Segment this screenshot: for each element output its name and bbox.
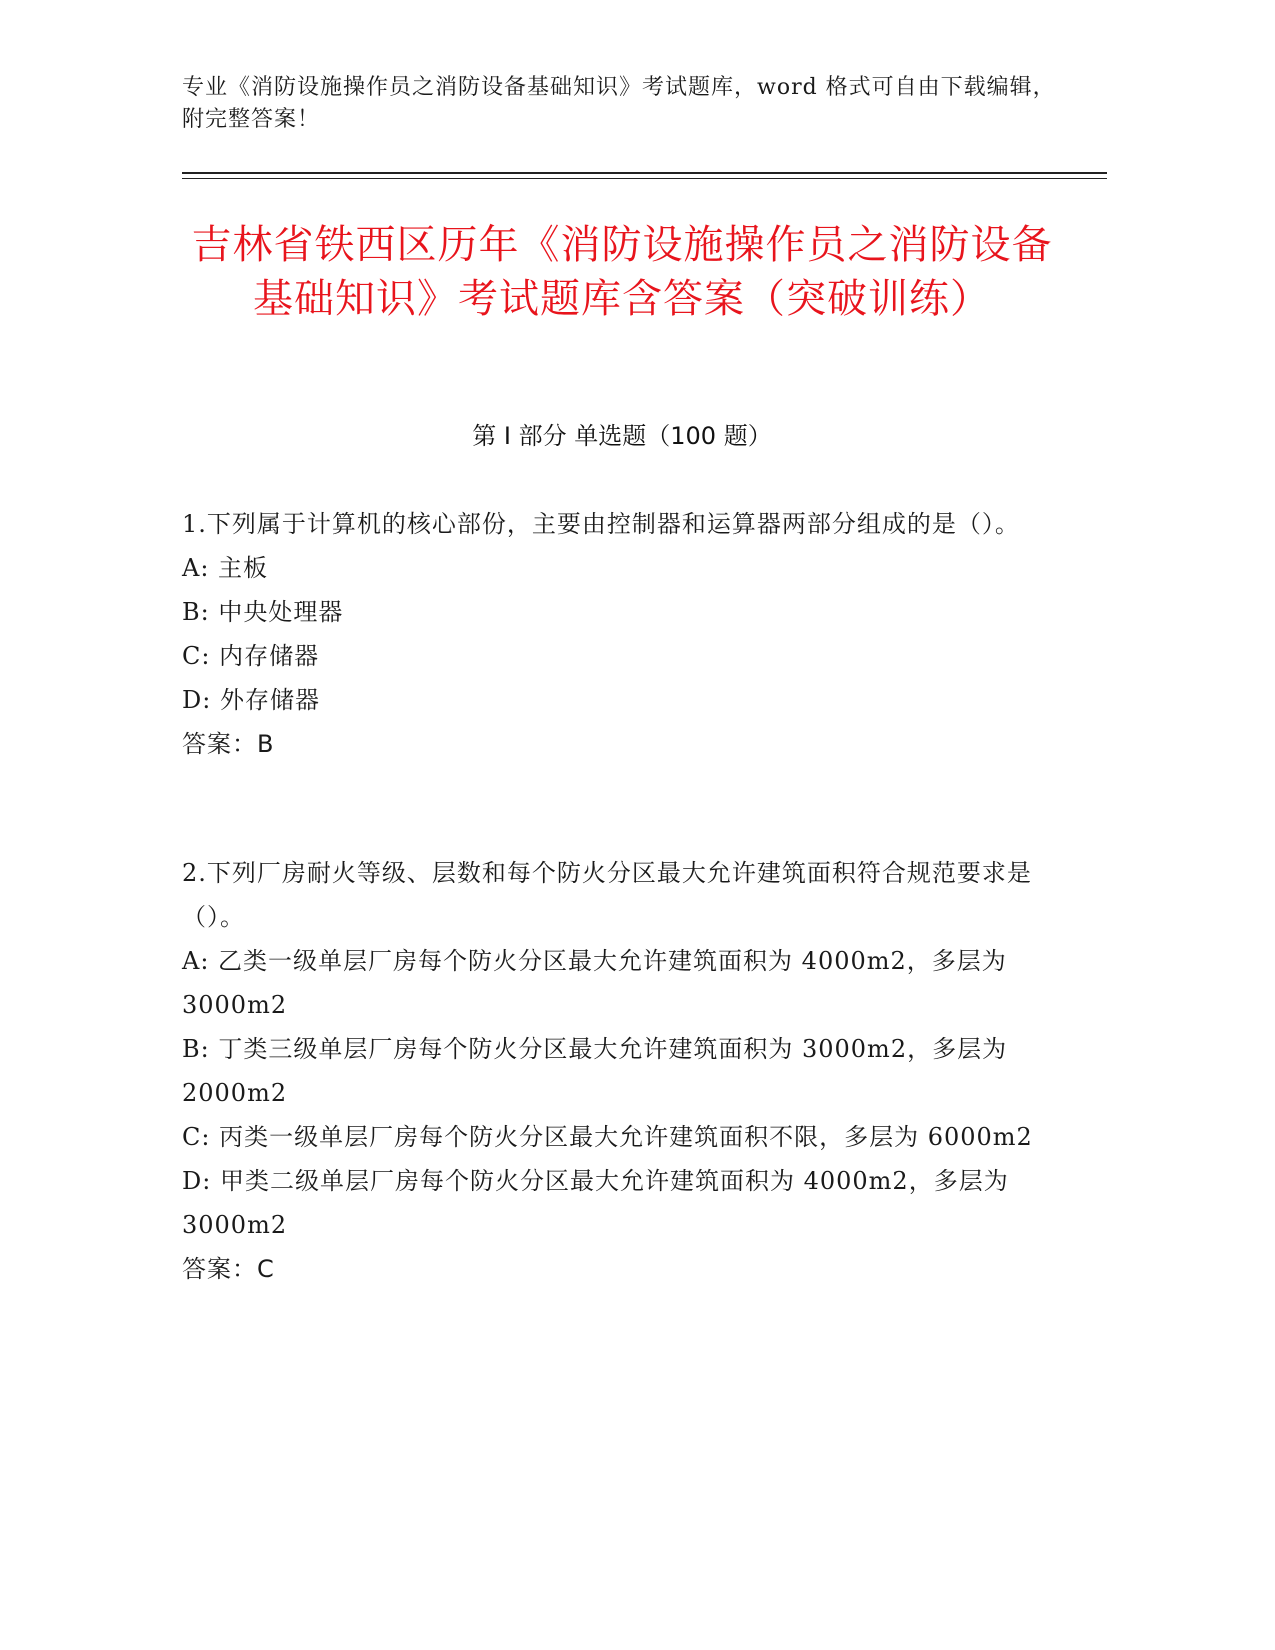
question-1 [182,502,1042,766]
option-a: A: 乙类一级单层厂房每个防火分区最大允许建筑面积为 4000m2，多层为 3000m2 [182,947,1007,1019]
header-note: 专业《消防设施操作员之消防设备基础知识》考试题库，word 格式可自由下载编辑，附完整答案！ [182,75,1056,132]
option-c: C: 内存储器 [182,642,320,670]
option-d: D: 外存储器 [182,686,320,714]
question-stem: 1.下列属于计算机的核心部份，主要由控制器和运算器两部分组成的是（）。 [182,510,1020,538]
option-c: C: 丙类一级单层厂房每个防火分区最大允许建筑面积不限，多层为 6000m2 [182,1123,1033,1151]
question-2 [182,851,1042,1291]
option-a: A: 主板 [182,554,269,582]
header-rule-thick [182,172,1107,174]
header-rule-thin [182,178,1107,179]
option-b: B: 丁类三级单层厂房每个防火分区最大允许建筑面积为 3000m2，多层为 2000m2 [182,1035,1008,1107]
answer: 答案：B [182,730,275,758]
question-stem: 2.下列厂房耐火等级、层数和每个防火分区最大允许建筑面积符合规范要求是（）。 [182,859,1032,931]
section-title: 第 I 部分 单选题（100 题） [472,422,772,450]
option-d: D: 甲类二级单层厂房每个防火分区最大允许建筑面积为 4000m2，多层为 3000m2 [182,1167,1009,1239]
option-b: B: 中央处理器 [182,598,344,626]
answer: 答案：C [182,1255,275,1283]
document-title: 吉林省铁西区历年《消防设施操作员之消防设备基础知识》考试题库含答案（突破训练） [191,222,1053,322]
